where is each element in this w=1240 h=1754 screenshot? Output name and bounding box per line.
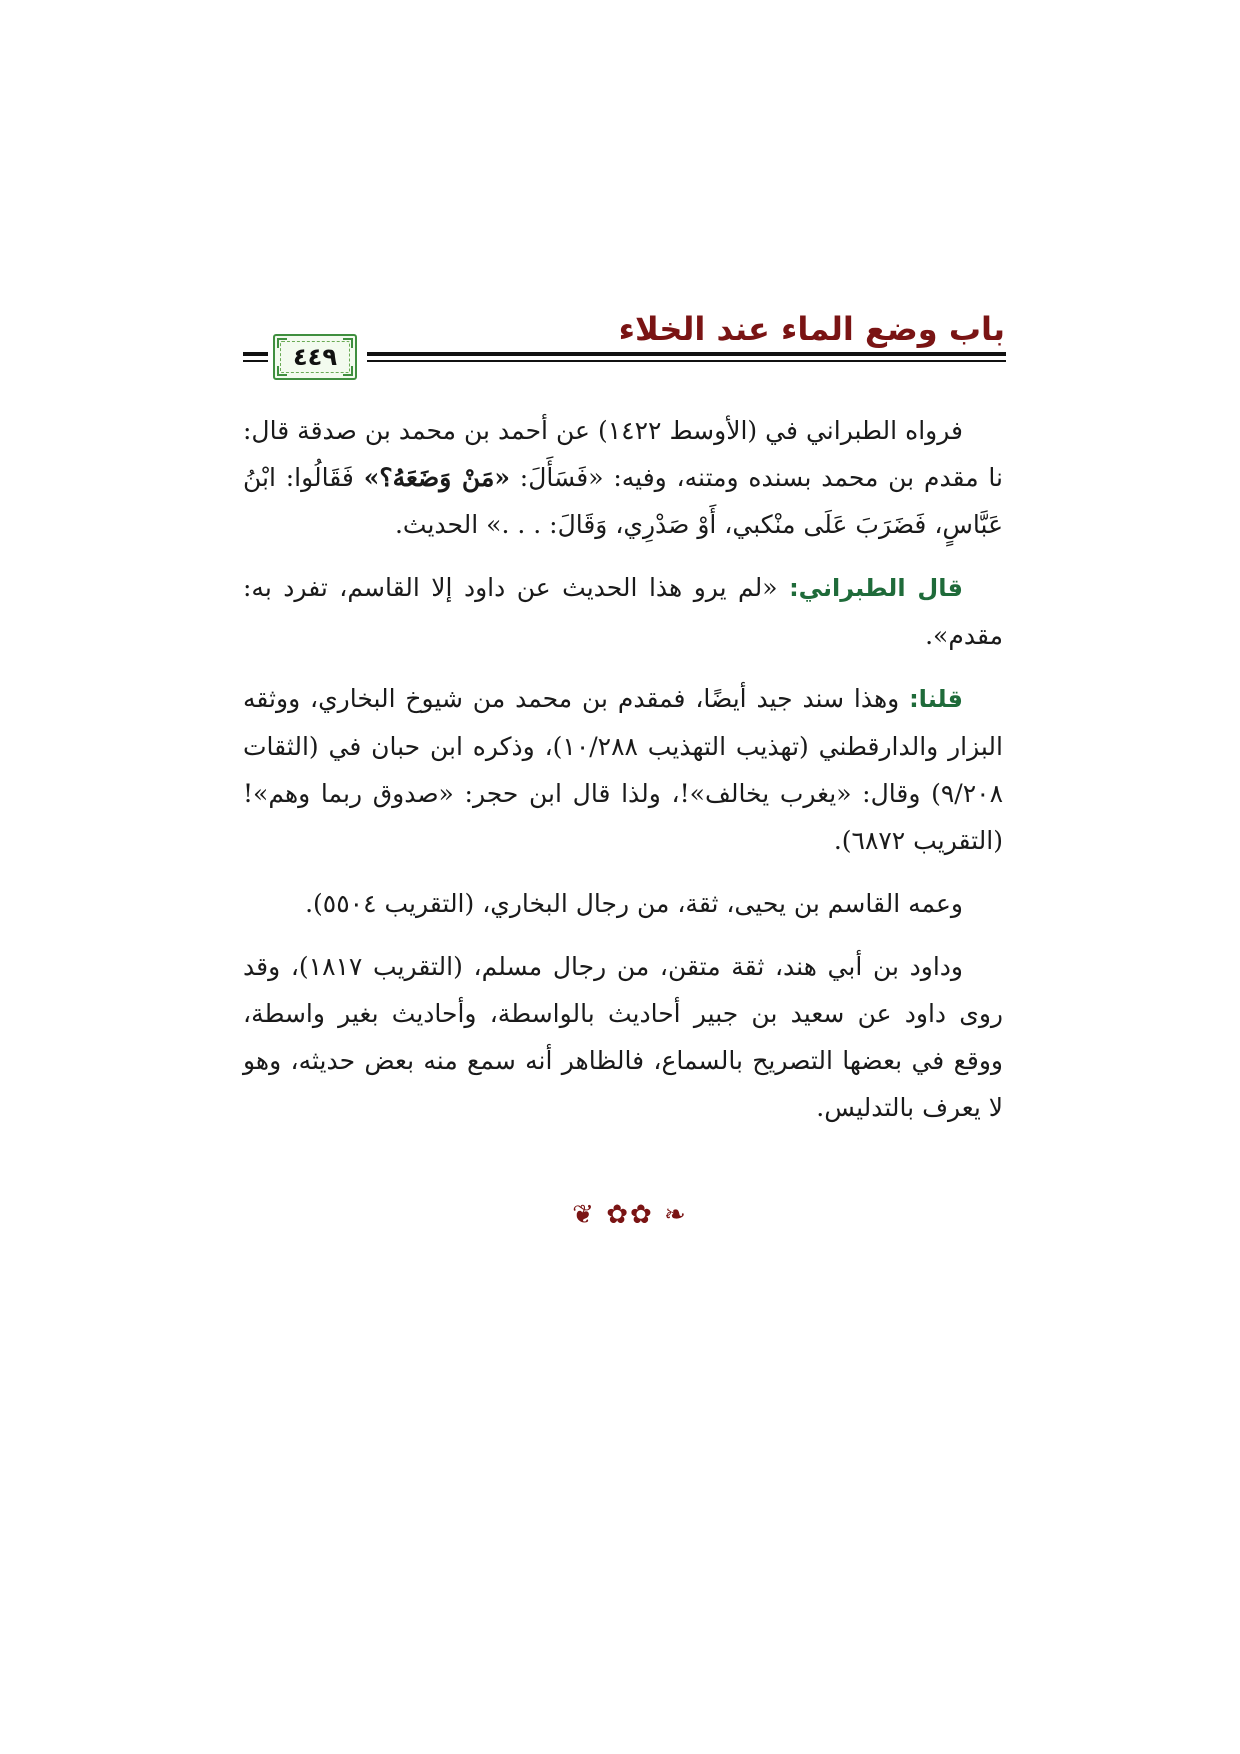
paragraph-tabarani-comment: قال الطبراني: «لم يرو هذا الحديث عن داود إلا القاسم، تفرد به: مقدم». bbox=[243, 573, 1003, 650]
bold-quote: «مَنْ وَضَعَهُ؟» bbox=[363, 463, 510, 492]
header-rule-left-thin bbox=[243, 360, 268, 362]
chapter-title: باب وضع الماء عند الخلاء bbox=[618, 310, 1005, 348]
header-rule-thin bbox=[367, 360, 1006, 362]
label-tabarani: قال الطبراني: bbox=[789, 574, 963, 602]
header-rule-left-thick bbox=[243, 352, 268, 356]
paragraph-dawud: وداود بن أبي هند، ثقة متقن، من رجال مسلم، (التقريب ١٨١٧)، وقد روى داود عن سعيد بن جبير أحاديث بالواسطة، وأحاديث بغير واسطة، ووقع في بعضها التصريح بالسماع، فالظاهر أنه سمع منه بعض حديثه، وهو لا يعرف بالتدليس. bbox=[243, 952, 1003, 1122]
paragraph-tabarani-narration: فرواه الطبراني في (الأوسط ١٤٢٢) عن أحمد بن محمد بن صدقة قال: نا مقدم بن محمد بسنده ومتنه، وفيه: «فَسَأَلَ: «مَنْ وَضَعَهُ؟» فَقَالُوا: ابْنُ عَبَّاسٍ، فَضَرَبَ عَلَى منْكبي، أَوْ صَدْرِي، وَقَالَ: . . .» الحديث. bbox=[243, 416, 1003, 539]
label-qulna: قلنا: bbox=[909, 685, 963, 713]
body-text bbox=[243, 407, 1003, 1147]
page-number: ٤٤٩ bbox=[293, 343, 337, 371]
paragraph-qasim: وعمه القاسم بن يحيى، ثقة، من رجال البخاري، (التقريب ٥٥٠٤). bbox=[305, 889, 963, 918]
floral-divider-icon: ❦ ✿✿ ❧ bbox=[572, 1200, 688, 1230]
header-rule-thick bbox=[367, 352, 1006, 356]
page-number-badge bbox=[273, 334, 357, 380]
paragraph-our-comment: قلنا: وهذا سند جيد أيضًا، فمقدم بن محمد من شيوخ البخاري، ووثقه البزار والدارقطني (تهذيب التهذيب ١٠/٢٨٨)، وذكره ابن حبان في (الثقات ٩/٢٠٨) وقال: «يغرب يخالف»!، ولذا قال ابن حجر: «صدوق ربما وهم»! (التقريب ٦٨٧٢). bbox=[243, 684, 1003, 855]
